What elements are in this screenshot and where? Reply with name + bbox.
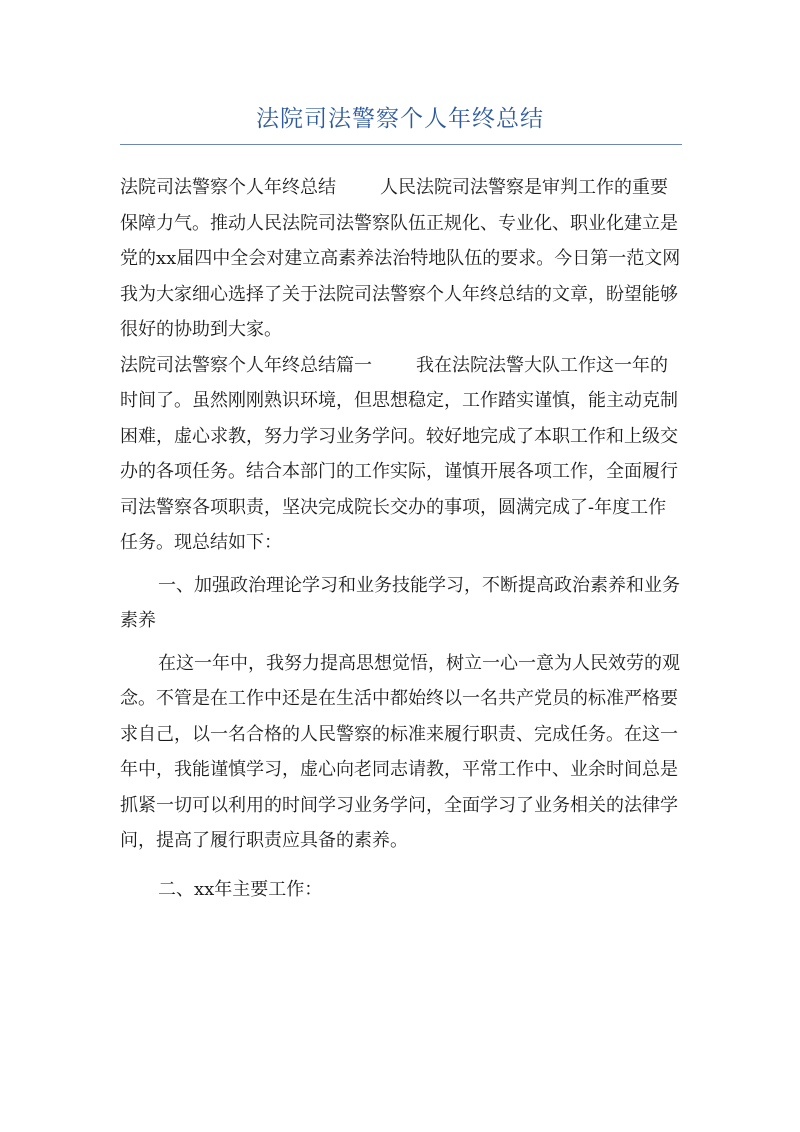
part1-text: 我在法院法警大队工作这一年的时间了。虽然刚刚熟识环境，但思想稳定，工作踏实谨慎，能主动克制困难，虚心求教，努力学习业务学问。较好地完成了本职工作和上级交办的各项任务。结合本部门的工作实际，谨慎开展各项工作，全面履行司法警察各项职责，坚决完成院长交办的事项，圆满完成了-年度工作任务。现总结如下： bbox=[120, 354, 678, 553]
section-paragraph-1: 在这一年中，我努力提高思想觉悟，树立一心一意为人民效劳的观念。不管是在工作中还是在生活中都始终以一名共产党员的标准严格要求自己，以一名合格的人民警察的标准来履行职责、完成任务。在这一年中，我能谨慎学习，虚心向老同志请教，平常工作中、业余时间总是抓紧一切可以利用的时间学习业务学问，全面学习了业务相关的法律学问，提高了履行职责应具备的素养。 bbox=[120, 652, 680, 851]
section-heading-1: 一、加强政治理论学习和业务技能学习，不断提高政治素养和业务素养 bbox=[120, 574, 680, 631]
intro-lead: 法院司法警察个人年终总结 bbox=[120, 177, 336, 198]
title-divider bbox=[120, 144, 682, 145]
part1-paragraph bbox=[120, 348, 682, 561]
part1-lead: 法院司法警察个人年终总结篇一 bbox=[120, 354, 372, 376]
document-body bbox=[120, 170, 682, 907]
intro-paragraph bbox=[120, 170, 682, 348]
intro-text: 人民法院司法警察是审判工作的重要保障力气。推动人民法院司法警察队伍正规化、专业化、职业化建立是党的xx届四中全会对建立高素养法治特地队伍的要求。今日第一范文网我为大家细心选择了关于法院司法警察个人年终总结的文章，盼望能够很好的协助到大家。 bbox=[120, 177, 681, 340]
document-title: 法院司法警察个人年终总结 bbox=[256, 106, 544, 132]
section-heading-2: 二、xx年主要工作： bbox=[158, 878, 323, 900]
